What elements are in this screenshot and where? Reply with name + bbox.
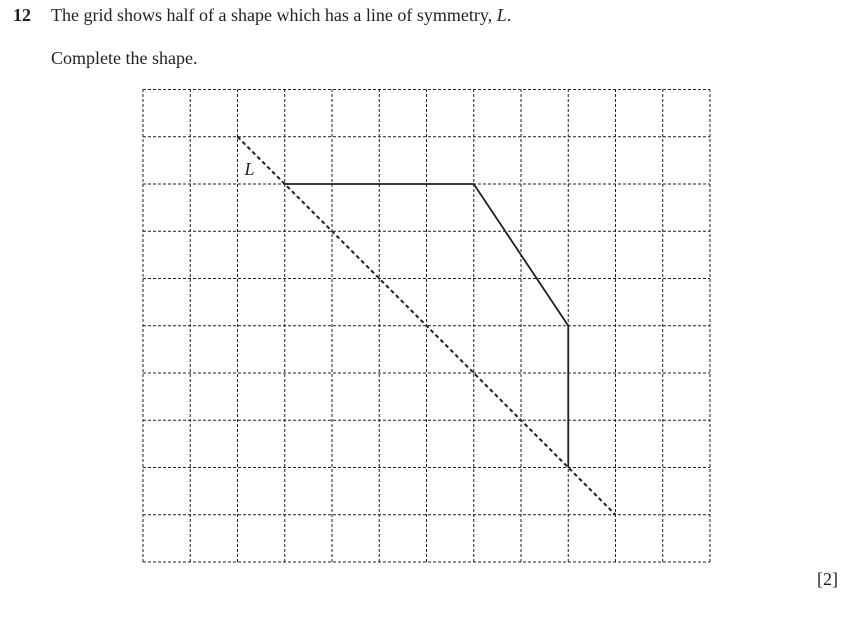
question-stem-text: The grid shows half of a shape which has a line of symmetry,: [51, 5, 497, 25]
question-number: 12: [13, 5, 31, 25]
symmetry-line-label: L: [244, 158, 255, 179]
question-stem-symbol: L: [496, 5, 507, 25]
question-stem-end: .: [506, 5, 512, 25]
question-instruction: Complete the shape.: [51, 48, 198, 68]
marks-indicator: [2]: [817, 569, 838, 589]
